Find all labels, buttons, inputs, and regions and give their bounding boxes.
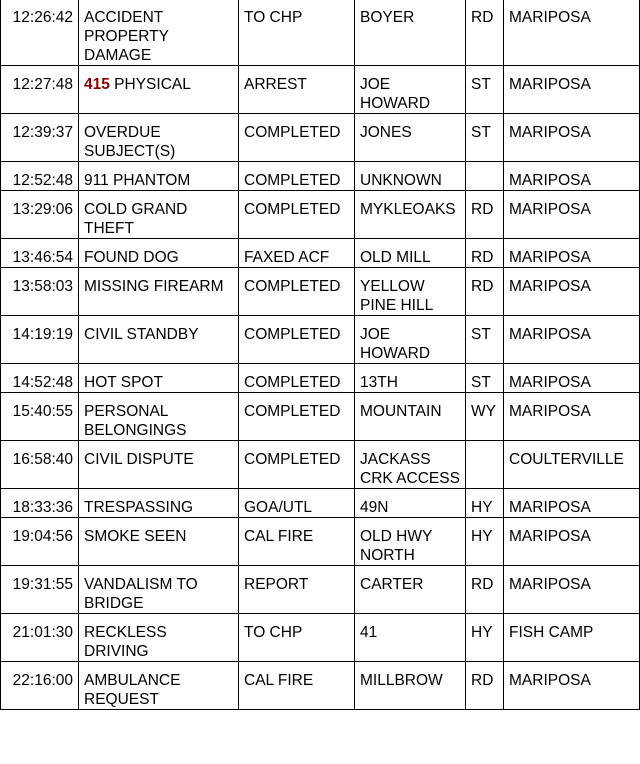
- cell-time: 14:52:48: [1, 364, 79, 393]
- cell-street: OLD HWY NORTH: [355, 518, 466, 566]
- cell-city: MARIPOSA: [504, 316, 640, 364]
- cell-suffix: RD: [466, 662, 504, 710]
- cell-time: 12:26:42: [1, 0, 79, 66]
- cell-time: 19:04:56: [1, 518, 79, 566]
- table-row: [1, 239, 640, 268]
- cell-city: MARIPOSA: [504, 518, 640, 566]
- cell-time: 13:46:54: [1, 239, 79, 268]
- cell-disposition: COMPLETED: [239, 441, 355, 489]
- cell-street: CARTER: [355, 566, 466, 614]
- cell-call-type: [79, 441, 239, 489]
- table-row: [1, 162, 640, 191]
- call-type-text: FOUND DOG: [84, 249, 179, 266]
- table-row: [1, 316, 640, 364]
- cell-time: 12:27:48: [1, 66, 79, 114]
- cell-disposition: TO CHP: [239, 0, 355, 66]
- table-row: [1, 441, 640, 489]
- call-type-text: HOT SPOT: [84, 374, 163, 391]
- cell-city: FISH CAMP: [504, 614, 640, 662]
- cell-street: JACKASS CRK ACCESS: [355, 441, 466, 489]
- cell-suffix: ST: [466, 114, 504, 162]
- cell-city: MARIPOSA: [504, 191, 640, 239]
- cell-street: JOE HOWARD: [355, 316, 466, 364]
- cell-disposition: COMPLETED: [239, 162, 355, 191]
- cell-disposition: COMPLETED: [239, 114, 355, 162]
- table-row: [1, 518, 640, 566]
- cell-city: MARIPOSA: [504, 393, 640, 441]
- cell-city: MARIPOSA: [504, 239, 640, 268]
- cell-city: MARIPOSA: [504, 662, 640, 710]
- cell-call-type: [79, 66, 239, 114]
- call-type-text: RECKLESS DRIVING: [84, 624, 167, 660]
- cell-time: 21:01:30: [1, 614, 79, 662]
- cell-time: 16:58:40: [1, 441, 79, 489]
- call-type-text: OVERDUE SUBJECT(S): [84, 124, 176, 160]
- call-type-text: COLD GRAND THEFT: [84, 201, 188, 237]
- cell-suffix: [466, 162, 504, 191]
- cell-city: COULTERVILLE: [504, 441, 640, 489]
- cell-suffix: HY: [466, 489, 504, 518]
- cell-suffix: RD: [466, 239, 504, 268]
- call-type-text: TRESPASSING: [84, 499, 194, 516]
- cell-disposition: ARREST: [239, 66, 355, 114]
- cell-time: 12:39:37: [1, 114, 79, 162]
- cell-time: 13:58:03: [1, 268, 79, 316]
- call-type-text: CIVIL STANDBY: [84, 326, 199, 343]
- table-row: [1, 566, 640, 614]
- cell-city: MARIPOSA: [504, 114, 640, 162]
- cell-city: MARIPOSA: [504, 268, 640, 316]
- cell-city: MARIPOSA: [504, 66, 640, 114]
- cell-disposition: CAL FIRE: [239, 662, 355, 710]
- cell-disposition: FAXED ACF: [239, 239, 355, 268]
- cell-disposition: COMPLETED: [239, 268, 355, 316]
- call-type-text: VANDALISM TO BRIDGE: [84, 576, 198, 612]
- table-row: [1, 114, 640, 162]
- cell-disposition: COMPLETED: [239, 393, 355, 441]
- cell-suffix: WY: [466, 393, 504, 441]
- table-row: [1, 364, 640, 393]
- cell-disposition: COMPLETED: [239, 191, 355, 239]
- cell-call-type: [79, 614, 239, 662]
- cell-time: 14:19:19: [1, 316, 79, 364]
- cell-suffix: RD: [466, 566, 504, 614]
- cell-call-type: [79, 191, 239, 239]
- cell-suffix: RD: [466, 268, 504, 316]
- cell-street: OLD MILL: [355, 239, 466, 268]
- cell-suffix: HY: [466, 614, 504, 662]
- cell-street: 13TH: [355, 364, 466, 393]
- cell-time: 18:33:36: [1, 489, 79, 518]
- cell-street: 41: [355, 614, 466, 662]
- cell-disposition: COMPLETED: [239, 316, 355, 364]
- cell-time: 19:31:55: [1, 566, 79, 614]
- cell-suffix: HY: [466, 518, 504, 566]
- cell-call-type: [79, 239, 239, 268]
- cell-call-type: [79, 114, 239, 162]
- cell-suffix: ST: [466, 364, 504, 393]
- cell-call-type: [79, 489, 239, 518]
- cell-call-type: [79, 0, 239, 66]
- cell-call-type: [79, 268, 239, 316]
- cell-call-type: [79, 393, 239, 441]
- cell-call-type: [79, 364, 239, 393]
- table-row: [1, 393, 640, 441]
- cell-call-type: [79, 662, 239, 710]
- cell-street: MOUNTAIN: [355, 393, 466, 441]
- cell-disposition: TO CHP: [239, 614, 355, 662]
- cell-disposition: GOA/UTL: [239, 489, 355, 518]
- cell-suffix: ST: [466, 66, 504, 114]
- cell-disposition: REPORT: [239, 566, 355, 614]
- call-type-text: SMOKE SEEN: [84, 528, 187, 545]
- cell-call-type: [79, 162, 239, 191]
- table-row: [1, 268, 640, 316]
- cell-street: 49N: [355, 489, 466, 518]
- cell-suffix: ST: [466, 316, 504, 364]
- cell-city: MARIPOSA: [504, 162, 640, 191]
- table-row: [1, 0, 640, 66]
- cell-street: JONES: [355, 114, 466, 162]
- cell-city: MARIPOSA: [504, 489, 640, 518]
- table-row: [1, 662, 640, 710]
- cell-call-type: [79, 518, 239, 566]
- cell-street: UNKNOWN: [355, 162, 466, 191]
- cell-disposition: CAL FIRE: [239, 518, 355, 566]
- cell-time: 12:52:48: [1, 162, 79, 191]
- table-row: [1, 191, 640, 239]
- call-type-text: ACCIDENT PROPERTY DAMAGE: [84, 9, 169, 64]
- cell-street: YELLOW PINE HILL: [355, 268, 466, 316]
- cell-call-type: [79, 316, 239, 364]
- call-code: 415: [84, 76, 110, 93]
- call-type-text: AMBULANCE REQUEST: [84, 672, 181, 708]
- cell-time: 15:40:55: [1, 393, 79, 441]
- cell-call-type: [79, 566, 239, 614]
- cell-city: MARIPOSA: [504, 364, 640, 393]
- call-type-text: CIVIL DISPUTE: [84, 451, 194, 468]
- cell-suffix: RD: [466, 191, 504, 239]
- cell-street: MILLBROW: [355, 662, 466, 710]
- table-row: [1, 614, 640, 662]
- cell-suffix: [466, 441, 504, 489]
- cell-city: MARIPOSA: [504, 0, 640, 66]
- call-type-text: PHYSICAL: [109, 76, 191, 93]
- table-row: [1, 66, 640, 114]
- cell-street: JOE HOWARD: [355, 66, 466, 114]
- cell-street: MYKLEOAKS: [355, 191, 466, 239]
- cell-suffix: RD: [466, 0, 504, 66]
- call-type-text: PERSONAL BELONGINGS: [84, 403, 187, 439]
- cell-time: 13:29:06: [1, 191, 79, 239]
- cell-time: 22:16:00: [1, 662, 79, 710]
- cell-disposition: COMPLETED: [239, 364, 355, 393]
- call-type-text: 911 PHANTOM: [84, 172, 191, 189]
- table-row: [1, 489, 640, 518]
- cell-street: BOYER: [355, 0, 466, 66]
- cell-city: MARIPOSA: [504, 566, 640, 614]
- call-type-text: MISSING FIREARM: [84, 278, 224, 295]
